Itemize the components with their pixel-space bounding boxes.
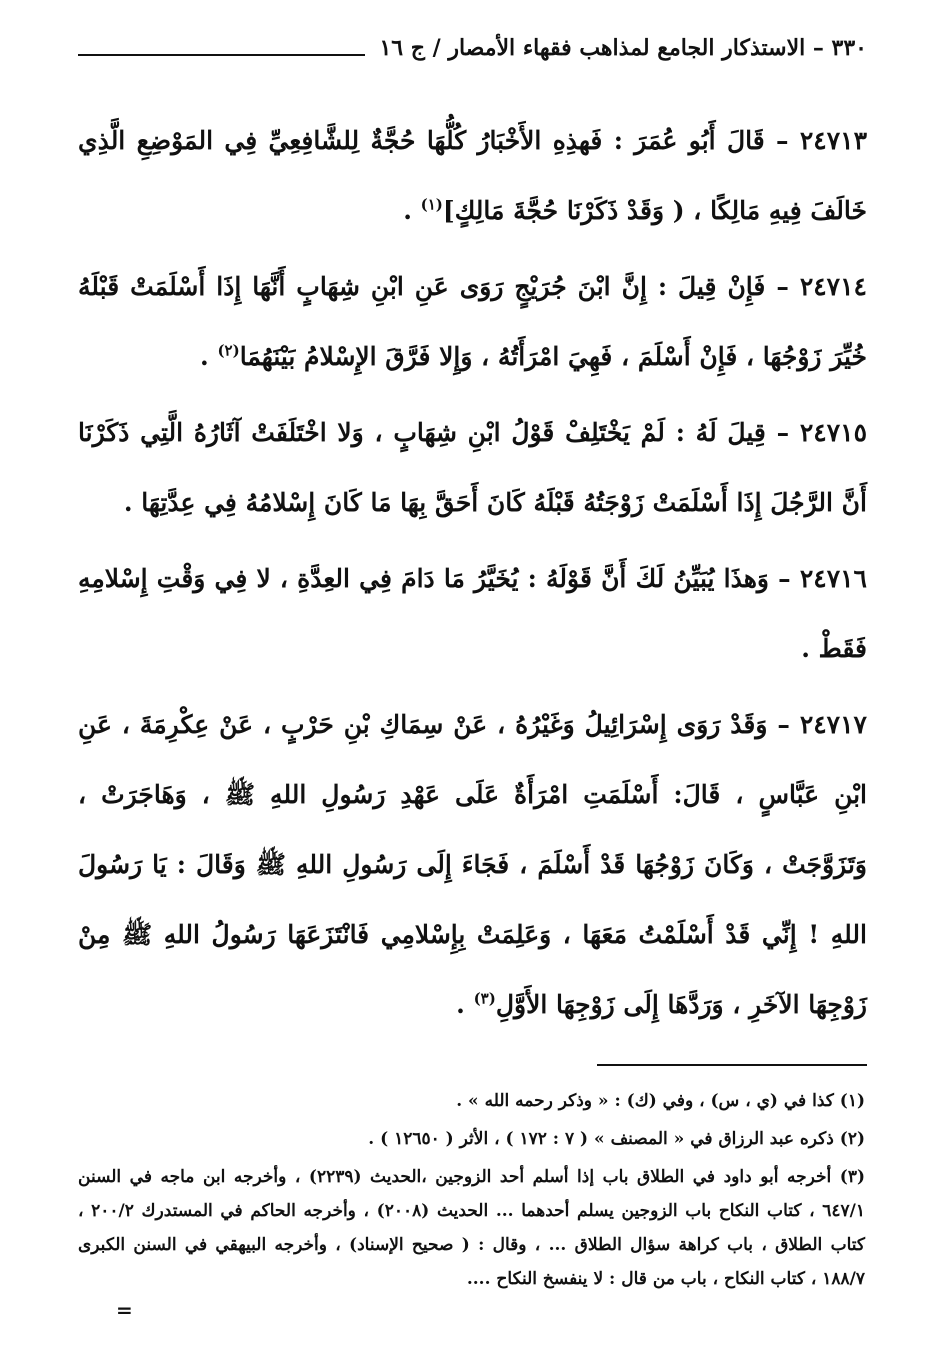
footnote-text: ذكره عبد الرزاق في « المصنف » ( ٧ : ١٧٢ ) ، الأثر ( ١٢٦٥٠ ) . [368, 1129, 834, 1149]
paragraph-end: . [403, 196, 421, 225]
paragraph-24714 [78, 252, 867, 392]
footnote-1 [78, 1084, 867, 1118]
running-head-text: ٣٣٠ – الاستذكار الجامع لمذاهب فقهاء الأمصار / ج ١٦ [379, 35, 867, 61]
footnotes [78, 1084, 867, 1296]
footnote-ref: (١) [420, 195, 443, 214]
paragraph-number: ٢٤٧١٥ [799, 418, 867, 447]
paragraph-body: إِنَّ ابْنَ جُرَيْجٍ رَوَى عَنِ ابْنِ شِهَابٍ أَنَّهَا إِذَا أَسْلَمَتْ قَبْلَهُ خُيِّرَ زَوْجُهَا ، فَإِنْ أَسْلَمَ ، فَهِيَ امْرَأَتُهُ ، وَإِلا فَرَّقَ الإِسْلامُ بَيْنَهُمَا [78, 272, 867, 371]
footnote-number: (١) [839, 1091, 865, 1111]
paragraph-end: . [456, 990, 474, 1019]
paragraph-body: أَنَّ قَوْلَهُ : يُخَيَّرُ مَا دَامَ فِي العِدَّةِ ، لا فِي وَقْتِ إِسْلامِهِ فَقَطْ . [78, 564, 867, 663]
paragraph-lead: – قَالَ أَبُو عُمَرَ : [613, 126, 789, 155]
footnote-3 [78, 1160, 867, 1296]
paragraph-end: . [200, 342, 218, 371]
paragraph-24713 [78, 106, 867, 246]
footnote-number: (٣) [839, 1167, 865, 1187]
main-text [78, 106, 867, 1040]
paragraph-24715 [78, 398, 867, 538]
footnote-text: أخرجه أبو داود في الطلاق باب إذا أسلم أحد الزوجين ،الحديث (٢٢٣٩) ، وأخرجه ابن ماجه في السنن ٦٤٧/١ ، كتاب النكاح باب الزوجين يسلم أحدهما ... الحديث (٢٠٠٨) ، وأخرجه الحاكم في المستدرك ٢٠٠/٢ ، كتاب الطلاق ، باب كراهة سؤال الطلاق ... ، وقال : ( صحيح الإسناد) ، وأخرجه البيهقي في السنن الكبرى ١٨٨/٧ ، كتاب النكاح ، باب من قال : لا ينفسخ النكاح .... [78, 1167, 866, 1289]
paragraph-number: ٢٤٧١٣ [799, 126, 867, 155]
paragraph-lead: – فَإِنْ قِيلَ : [657, 272, 789, 301]
paragraph-body: فَهذِهِ الأَخْبَارُ كُلُّهَا حُجَّةٌ لِلشَّافِعِيِّ فِي المَوْضِعِ الَّذِي خَالَفَ فِيهِ مَالِكًا ، ( وَقَدْ ذَكَرْنَا حُجَّةَ مَالِكٍ] [78, 126, 867, 225]
footnote-text: كذا في (ي ، س) ، وفي (ك) : « وذكر رحمه الله » . [456, 1091, 834, 1111]
paragraph-lead: – وَقَدْ رَوَى [676, 710, 790, 739]
paragraph-lead: – وَهذَا يُبَيِّنُ لَكَ [635, 564, 791, 593]
paragraph-number: ٢٤٧١٧ [799, 710, 867, 739]
paragraph-body: إِسْرَائِيلُ وَغَيْرُهُ ، عَنْ سِمَاكِ بْنِ حَرْبٍ ، عَنْ عِكْرِمَةَ ، عَنِ ابْنِ عَبَّاسٍ ، قَالَ: أَسْلَمَتِ امْرَأَةٌ عَلَى عَهْدِ رَسُولِ اللهِ ﷺ ، وَهَاجَرَتْ ، وَتَزَوَّجَتْ ، وَكَانَ زَوْجُهَا قَدْ أَسْلَمَ ، فَجَاءَ إِلَى رَسُولِ اللهِ ﷺ وَقَالَ : يَا رَسُولَ اللهِ ! إِنِّي قَدْ أَسْلَمْتُ مَعَهَا ، وَعَلِمَتْ بِإِسْلامِي فَانْتَزَعَهَا رَسُولُ اللهِ ﷺ مِنْ زَوْجِهَا الآخَرِ ، وَرَدَّهَا إِلَى زَوْجِهَا الأَوَّلِ [78, 710, 867, 1019]
paragraph-body: لَمْ يَخْتَلِفْ قَوْلُ ابْنِ شِهَابٍ ، وَلا اخْتَلَفَتْ آثَارُهُ الَّتِي ذَكَرْنَا أَنَّ الرَّجُلَ إِذَا أَسْلَمَتْ زَوْجَتُهُ قَبْلَهُ كَانَ أَحَقَّ بِهَا مَا كَانَ إِسْلامُهُ فِي عِدَّتِهَا . [78, 418, 867, 517]
paragraph-24717 [78, 690, 867, 1040]
paragraph-24716 [78, 544, 867, 684]
paragraph-number: ٢٤٧١٤ [799, 272, 867, 301]
paragraph-lead: – قِيلَ لَهُ : [675, 418, 790, 447]
footnote-ref: (٢) [217, 341, 240, 360]
footnote-2 [78, 1122, 867, 1156]
paragraph-number: ٢٤٧١٦ [799, 564, 867, 593]
footnote-separator [597, 1064, 867, 1066]
footnote-ref: (٣) [473, 989, 496, 1008]
header-rule [78, 54, 365, 56]
continuation-mark: = [116, 1298, 133, 1322]
footnote-number: (٢) [839, 1129, 865, 1149]
running-header [78, 18, 867, 78]
